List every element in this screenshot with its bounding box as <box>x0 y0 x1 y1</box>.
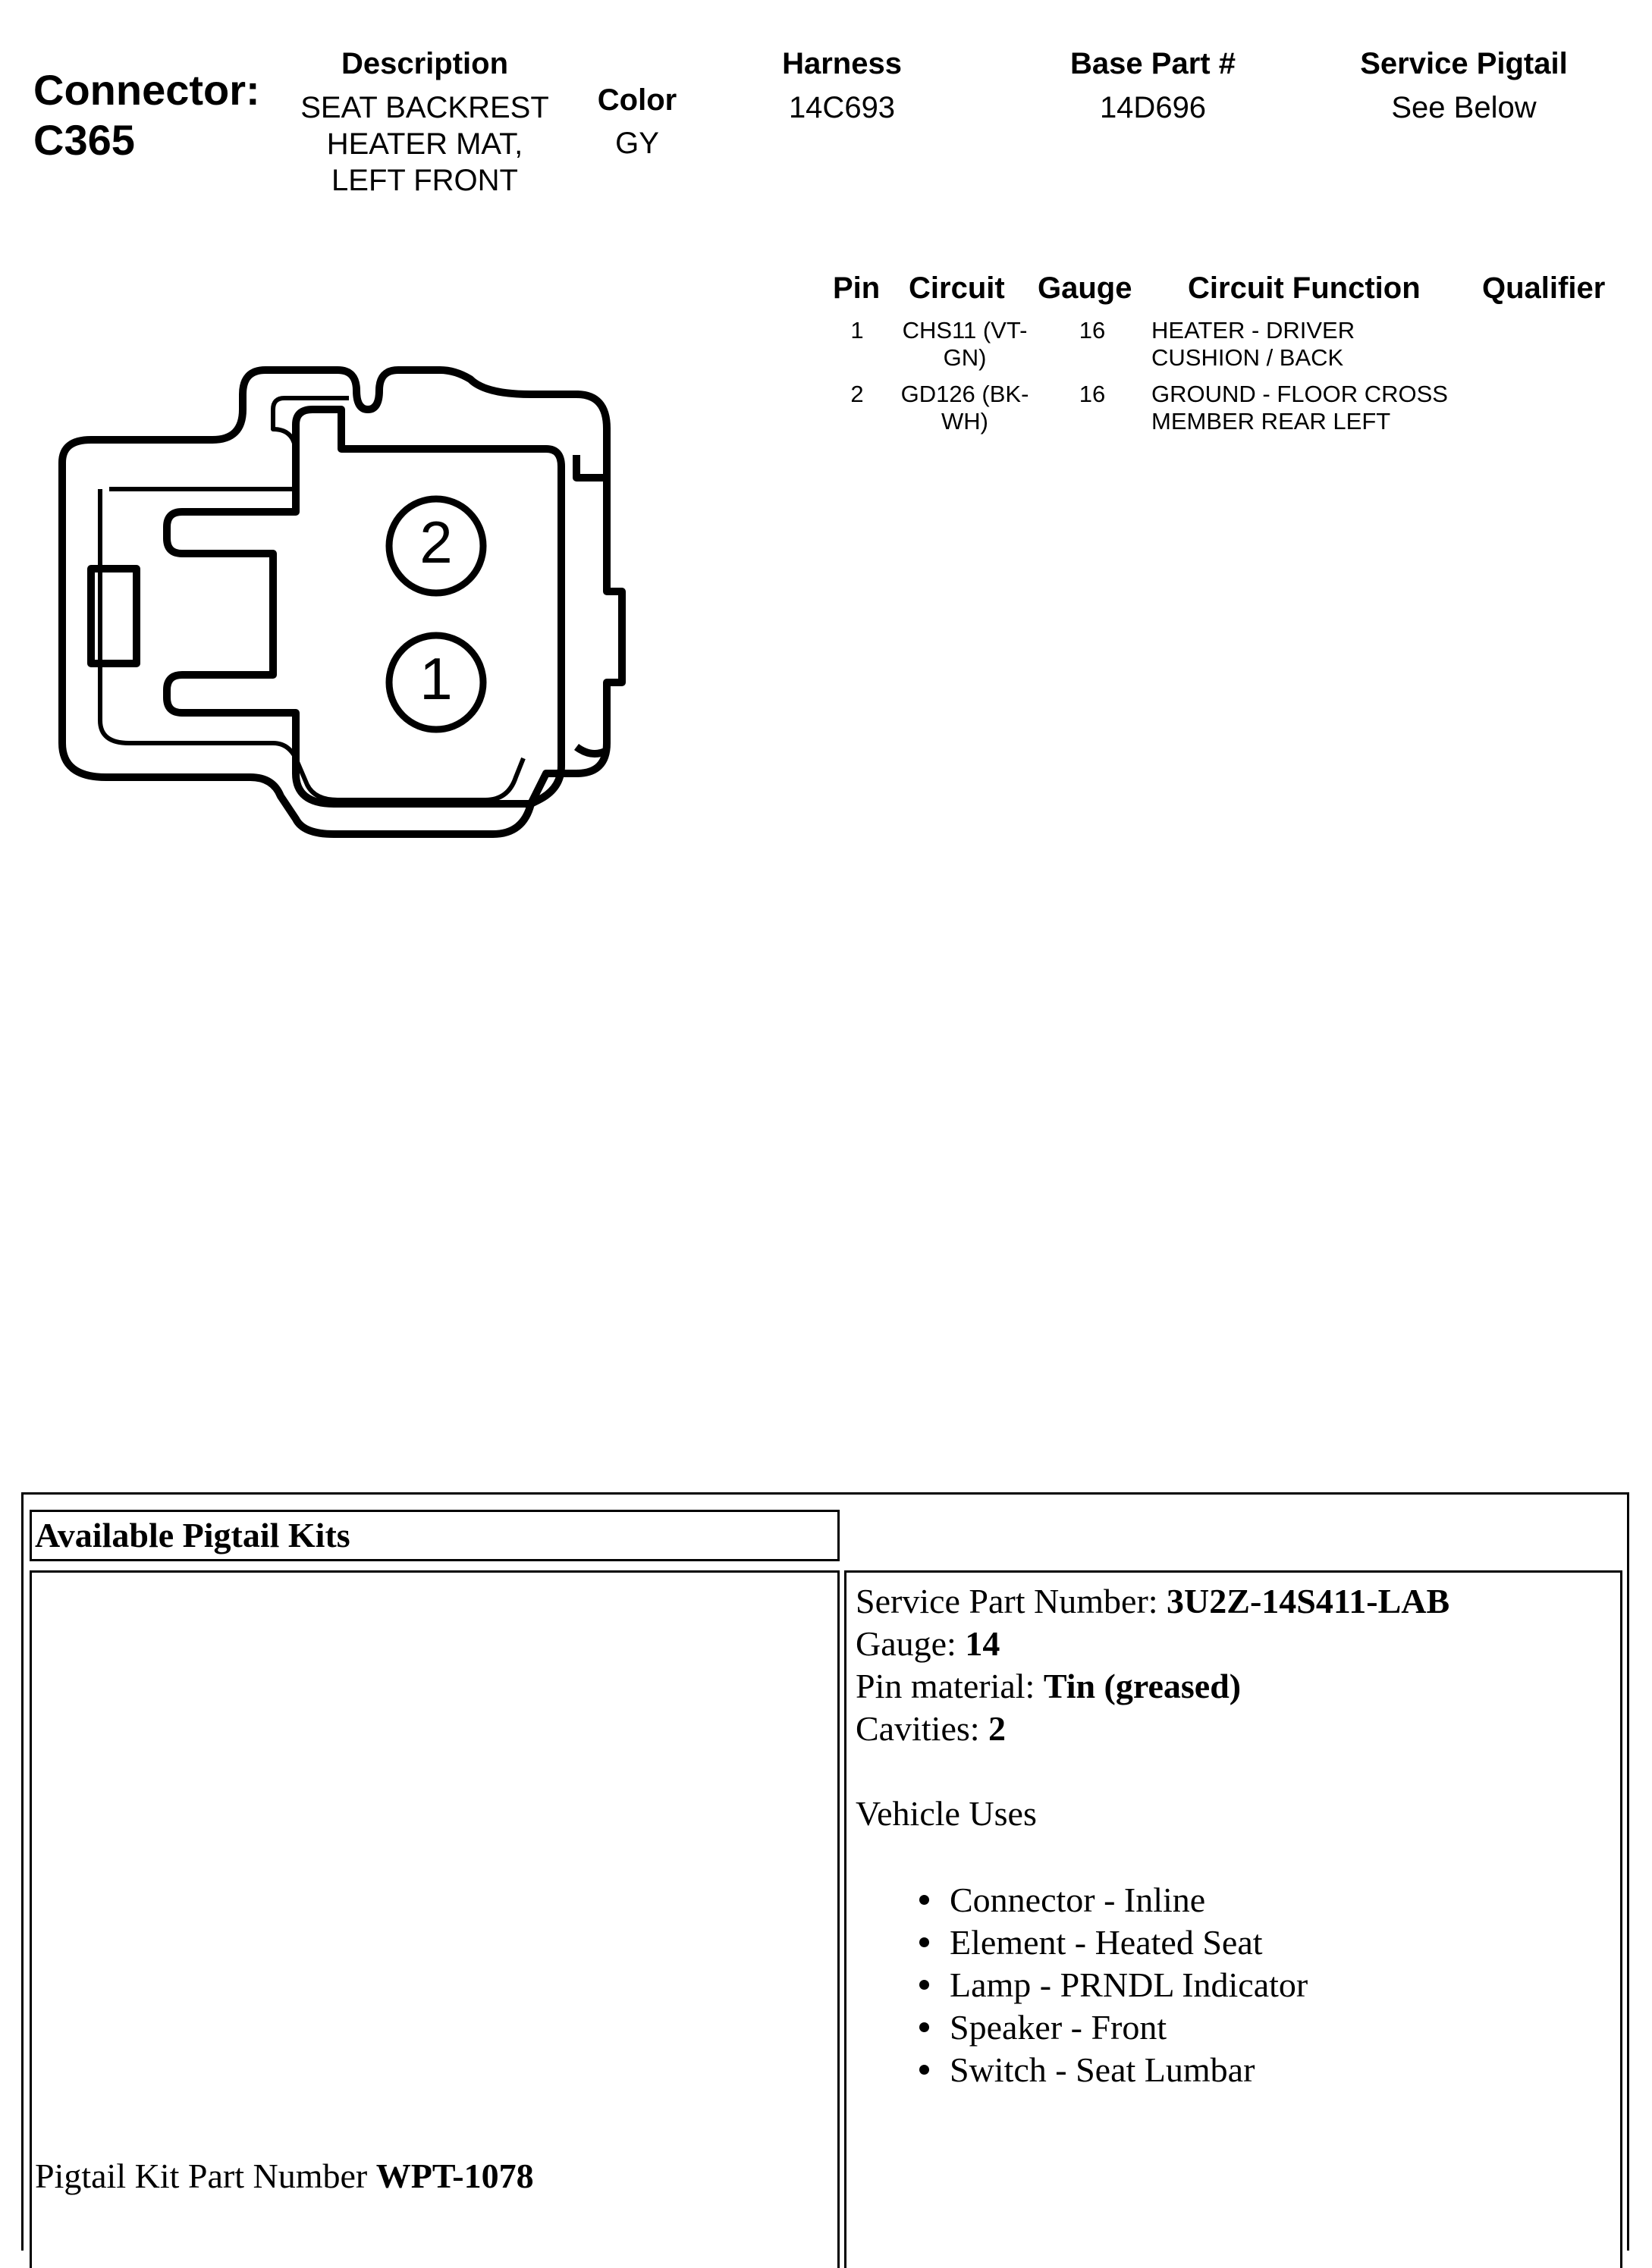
empty-header-cell <box>844 1510 1622 1566</box>
bullet-icon <box>919 2022 929 2032</box>
pin-column-header: Pin <box>833 271 881 305</box>
circuit-line: WH) <box>941 408 988 434</box>
description-value <box>273 89 576 199</box>
connector-id: C365 <box>33 116 135 164</box>
gauge-cell: 16 <box>1079 317 1106 343</box>
bullet-icon <box>919 1895 929 1905</box>
function-line: GROUND - FLOOR CROSS <box>1151 381 1448 407</box>
kit-gauge-value: 14 <box>965 1624 1000 1663</box>
vehicle-uses-heading: Vehicle Uses <box>856 1794 1037 1833</box>
color-value: GY <box>615 127 659 160</box>
gauge-cell: 16 <box>1079 381 1106 407</box>
vehicle-uses-list <box>856 1879 1449 2091</box>
pigtail-kits-title: Available Pigtail Kits <box>35 1516 350 1554</box>
function-line: MEMBER REAR LEFT <box>1151 408 1391 434</box>
connector-title <box>33 65 260 165</box>
list-item <box>856 1964 1449 2006</box>
kit-details <box>856 1580 1449 2091</box>
pin-number: 2 <box>850 381 864 407</box>
pigtail-kit-image-cell <box>30 1570 840 2268</box>
bullet-icon <box>919 1937 929 1947</box>
kit-part-label: Pigtail Kit Part Number <box>35 2157 376 2195</box>
list-item <box>856 2006 1449 2049</box>
function-cell <box>1151 381 1448 435</box>
pigtail-kits-section <box>21 1492 1629 2251</box>
service-pigtail-header: Service Pigtail <box>1360 47 1568 80</box>
description-line: SEAT BACKREST <box>300 91 549 124</box>
description-line: HEATER MAT, <box>326 127 523 161</box>
base-part-header: Base Part # <box>1070 47 1236 80</box>
harness-header: Harness <box>782 47 902 80</box>
circuit-function-column-header: Circuit Function <box>1188 271 1421 305</box>
list-item <box>856 1921 1449 1964</box>
color-header: Color <box>597 83 677 117</box>
gauge-column-header: Gauge <box>1038 271 1132 305</box>
pin-2-label: 2 <box>419 509 453 576</box>
description-header: Description <box>341 47 509 80</box>
bullet-icon <box>919 1980 929 1990</box>
connector-label: Connector: <box>33 66 260 114</box>
function-line: CUSHION / BACK <box>1151 344 1344 371</box>
vehicle-use-text: Speaker - Front <box>950 2008 1167 2047</box>
vehicle-use-text: Lamp - PRNDL Indicator <box>950 1965 1308 2004</box>
kit-part-value: WPT-1078 <box>375 2157 534 2195</box>
description-line: LEFT FRONT <box>331 164 518 197</box>
circuit-line: CHS11 (VT- <box>902 317 1028 343</box>
circuit-line: GN) <box>943 344 987 371</box>
cavities-value: 2 <box>988 1709 1007 1748</box>
pin-material-label: Pin material: <box>856 1667 1044 1705</box>
vehicle-use-text: Connector - Inline <box>950 1881 1206 1919</box>
side-tab <box>576 747 607 754</box>
kit-gauge <box>856 1623 1449 1665</box>
pigtail-kit-details-cell <box>844 1570 1622 2268</box>
function-cell <box>1151 317 1355 372</box>
service-part-number <box>856 1580 1449 1623</box>
base-part-value: 14D696 <box>1099 91 1207 124</box>
side-tab <box>576 455 603 478</box>
vehicle-use-text: Switch - Seat Lumbar <box>950 2050 1255 2089</box>
kit-gauge-label: Gauge: <box>856 1624 966 1663</box>
cavities-label: Cavities: <box>856 1709 989 1748</box>
vehicle-use-text: Element - Heated Seat <box>950 1923 1263 1962</box>
pin-material <box>856 1665 1449 1708</box>
pin-1-label: 1 <box>419 645 453 712</box>
qualifier-column-header: Qualifier <box>1482 271 1606 305</box>
circuit-cell <box>889 317 1041 372</box>
service-pigtail-value: See Below <box>1391 91 1537 124</box>
pigtail-kits-title-cell <box>30 1510 840 1561</box>
function-line: HEATER - DRIVER <box>1151 317 1355 343</box>
harness-value: 14C693 <box>788 91 896 124</box>
pin-material-value: Tin (greased) <box>1043 1667 1242 1705</box>
service-part-value: 3U2Z-14S411-LAB <box>1167 1582 1450 1620</box>
list-item <box>856 1879 1449 1921</box>
circuit-column-header: Circuit <box>909 271 1005 305</box>
kit-part-number <box>35 2155 534 2197</box>
circuit-line: GD126 (BK- <box>900 381 1029 407</box>
service-part-label: Service Part Number: <box>856 1582 1167 1620</box>
circuit-cell <box>889 381 1041 435</box>
pin-number: 1 <box>850 317 864 343</box>
cavities <box>856 1708 1449 1750</box>
list-item <box>856 2049 1449 2091</box>
bullet-icon <box>919 2065 929 2075</box>
connector-face-diagram <box>46 364 637 849</box>
